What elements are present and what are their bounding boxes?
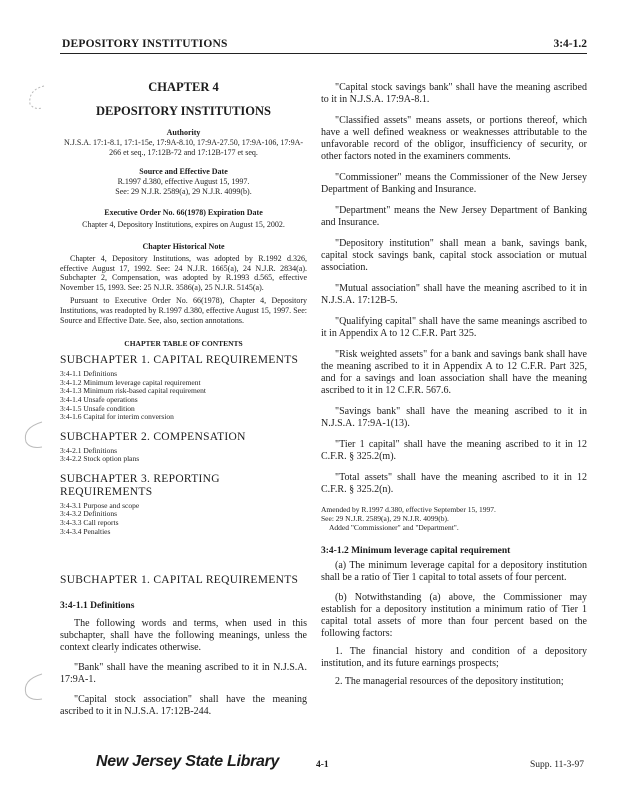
binder-hole-mark-bottom [20, 672, 46, 702]
supplement-date: Supp. 11-3-97 [530, 760, 585, 770]
definition-tier-1-capital: "Tier 1 capital" shall have the meaning ascribed to it in 12 C.F.R. § 325.2(m). [321, 439, 587, 462]
running-header [60, 38, 587, 54]
toc-item: 3:4-3.4 Penalties [60, 526, 111, 536]
chapter-number: CHAPTER 4 [148, 80, 219, 94]
toc-subchapter-2 [60, 431, 307, 464]
amendment-line-2: See: 29 N.J.R. 2589(a), 29 N.J.R. 4099(b). [321, 514, 449, 523]
chapter-title: DEPOSITORY INSTITUTIONS [96, 104, 271, 118]
binder-hole-mark-middle [20, 420, 46, 450]
definition-commissioner: "Commissioner" means the Commissioner of the New Jersey Department of Banking and Insurance. [321, 172, 587, 195]
toc-item: 3:4-2.2 Stock option plans [60, 454, 140, 464]
toc-item: 3:4-1.4 Unsafe operations [60, 394, 138, 404]
toc-item: 3:4-1.1 Definitions [60, 369, 118, 379]
definition-bank: "Bank" shall have the meaning ascribed to it in N.J.S.A. 17:9A-1. [60, 662, 307, 686]
toc-subchapter-title: SUBCHAPTER 3. REPORTING REQUIREMENTS [60, 472, 220, 498]
amendment-note [321, 505, 587, 532]
definition-capital-stock-association: "Capital stock association" shall have the meaning ascribed to it in N.J.S.A. 17:12B-244. [60, 694, 307, 718]
toc-subchapter-1 [60, 354, 307, 422]
factor-1: 1. The financial history and condition of a depository institution, and its future earnings prospects; [321, 646, 587, 669]
amendment-line-3: Added "Commissioner" and "Department". [329, 523, 459, 532]
library-stamp: New Jersey State Library [96, 753, 280, 770]
toc-subchapter-title: SUBCHAPTER 2. COMPENSATION [60, 430, 246, 443]
executive-order-heading: Executive Order No. 66(1978) Expiration Date [104, 208, 263, 218]
definition-savings-bank: "Savings bank" shall have the meaning ascribed to it in N.J.S.A. 17:9A-1(13). [321, 406, 587, 429]
section-3-4-1-2-heading: 3:4-1.2 Minimum leverage capital requirement [321, 546, 511, 556]
source-line-2: See: 29 N.J.R. 2589(a), 29 N.J.R. 4099(b). [115, 186, 252, 196]
definition-qualifying-capital: "Qualifying capital" shall have the same meanings ascribed to it in Appendix A to 12 C.F.R. Part 325. [321, 316, 587, 339]
right-column [321, 82, 587, 688]
definition-classified-assets: "Classified assets" means assets, or portions thereof, which have a well defined weakness or weaknesses attributable to the unfavorable record of the obligor, insufficiency of security, or other factors noted in the examiners comments. [321, 115, 587, 162]
executive-order-text: Chapter 4, Depository Institutions, expires on August 15, 2002. [82, 220, 285, 230]
binder-hole-mark-top [22, 82, 48, 112]
definition-mutual-association: "Mutual association" shall have the meaning ascribed to it in N.J.S.A. 17:12B-5. [321, 283, 587, 306]
definition-capital-stock-savings-bank: "Capital stock savings bank" shall have the meaning ascribed to it in N.J.S.A. 17:9A-8.1. [321, 82, 587, 105]
toc-subchapter-title: SUBCHAPTER 1. CAPITAL REQUIREMENTS [60, 354, 299, 367]
toc-subchapter-3 [60, 473, 307, 536]
definition-department: "Department" means the New Jersey Department of Banking and Insurance. [321, 205, 587, 228]
toc-heading: CHAPTER TABLE OF CONTENTS [124, 339, 243, 349]
subsection-a: (a) The minimum leverage capital for a depository institution shall be a ratio of Tier 1 capital to total assets of four percent. [321, 560, 587, 583]
authority-text: N.J.S.A. 17:1-8.1, 17:1-15e, 17:9A-8.10, 17:9A-27.50, 17:9A-106, 17:9A-266 et seq., 17:12B-72 and 17:12B-177 et seq. [63, 138, 304, 157]
subchapter-1-heading: SUBCHAPTER 1. CAPITAL REQUIREMENTS [60, 574, 299, 587]
authority-heading: Authority [166, 128, 201, 137]
toc-item: 3:4-2.1 Definitions [60, 445, 118, 455]
historical-note-p2: Pursuant to Executive Order No. 66(1978), Chapter 4, Depository Institutions, was readopted by R.1997 d.380, effective August 15, 1997. See: Source and Effective Date. See, also, section annotations. [60, 296, 307, 325]
page-number: 4-1 [316, 760, 329, 770]
toc-item: 3:4-1.2 Minimum leverage capital requirement [60, 377, 201, 387]
historical-note-p1: Chapter 4, Depository Institutions, was adopted by R.1992 d.326, effective August 17, 1992. See: 24 N.J.R. 1665(a), 24 N.J.R. 2834(a). Subchapter 2, Compensation, was adopted by R.1993 d.565, effective November 15, 1993. See: 25 N.J.R. 3586(a), 25 N.J.R. 5145(a). [60, 253, 307, 292]
factor-2: 2. The managerial resources of the depository institution; [335, 676, 564, 687]
toc-item: 3:4-3.3 Call reports [60, 518, 119, 528]
subsection-b: (b) Notwithstanding (a) above, the Commissioner may establish for a depository institution a minimum ratio of Tier 1 capital total assets of more than four percent based on the following factors: [321, 592, 587, 639]
definitions-intro: The following words and terms, when used in this subchapter, shall have the following meanings, unless the context clearly indicates otherwise. [60, 618, 307, 654]
source-heading: Source and Effective Date [139, 167, 228, 177]
section-3-4-1-1-heading: 3:4-1.1 Definitions [60, 601, 135, 612]
running-header-section: 3:4-1.2 [553, 38, 587, 50]
toc-item: 3:4-1.5 Unsafe condition [60, 403, 135, 413]
toc-item: 3:4-3.1 Purpose and scope [60, 500, 140, 510]
toc-item: 3:4-3.2 Definitions [60, 509, 118, 519]
source-line-1: R.1997 d.380, effective August 15, 1997. [117, 177, 250, 187]
historical-note-heading: Chapter Historical Note [142, 241, 225, 251]
toc-item: 3:4-1.6 Capital for interim conversion [60, 412, 174, 422]
definition-total-assets: "Total assets" shall have the meaning ascribed to it in 12 C.F.R. § 325.2(n). [321, 472, 587, 495]
definition-risk-weighted-assets: "Risk weighted assets" for a bank and savings bank shall have the meaning ascribed to it in Appendix A to 12 C.F.R. Part 325, and for a savings and loan association shall have the meaning ascribed to it in 12 C.F.R. 567.6. [321, 349, 587, 396]
toc-item: 3:4-1.3 Minimum risk-based capital requirement [60, 386, 207, 396]
running-header-title: DEPOSITORY INSTITUTIONS [62, 38, 228, 50]
amendment-line-1: Amended by R.1997 d.380, effective September 15, 1997. [321, 505, 496, 514]
definition-depository-institution: "Depository institution" shall mean a bank, savings bank, capital stock savings bank, capital stock association or mutual association. [321, 238, 587, 273]
left-column [60, 80, 307, 718]
